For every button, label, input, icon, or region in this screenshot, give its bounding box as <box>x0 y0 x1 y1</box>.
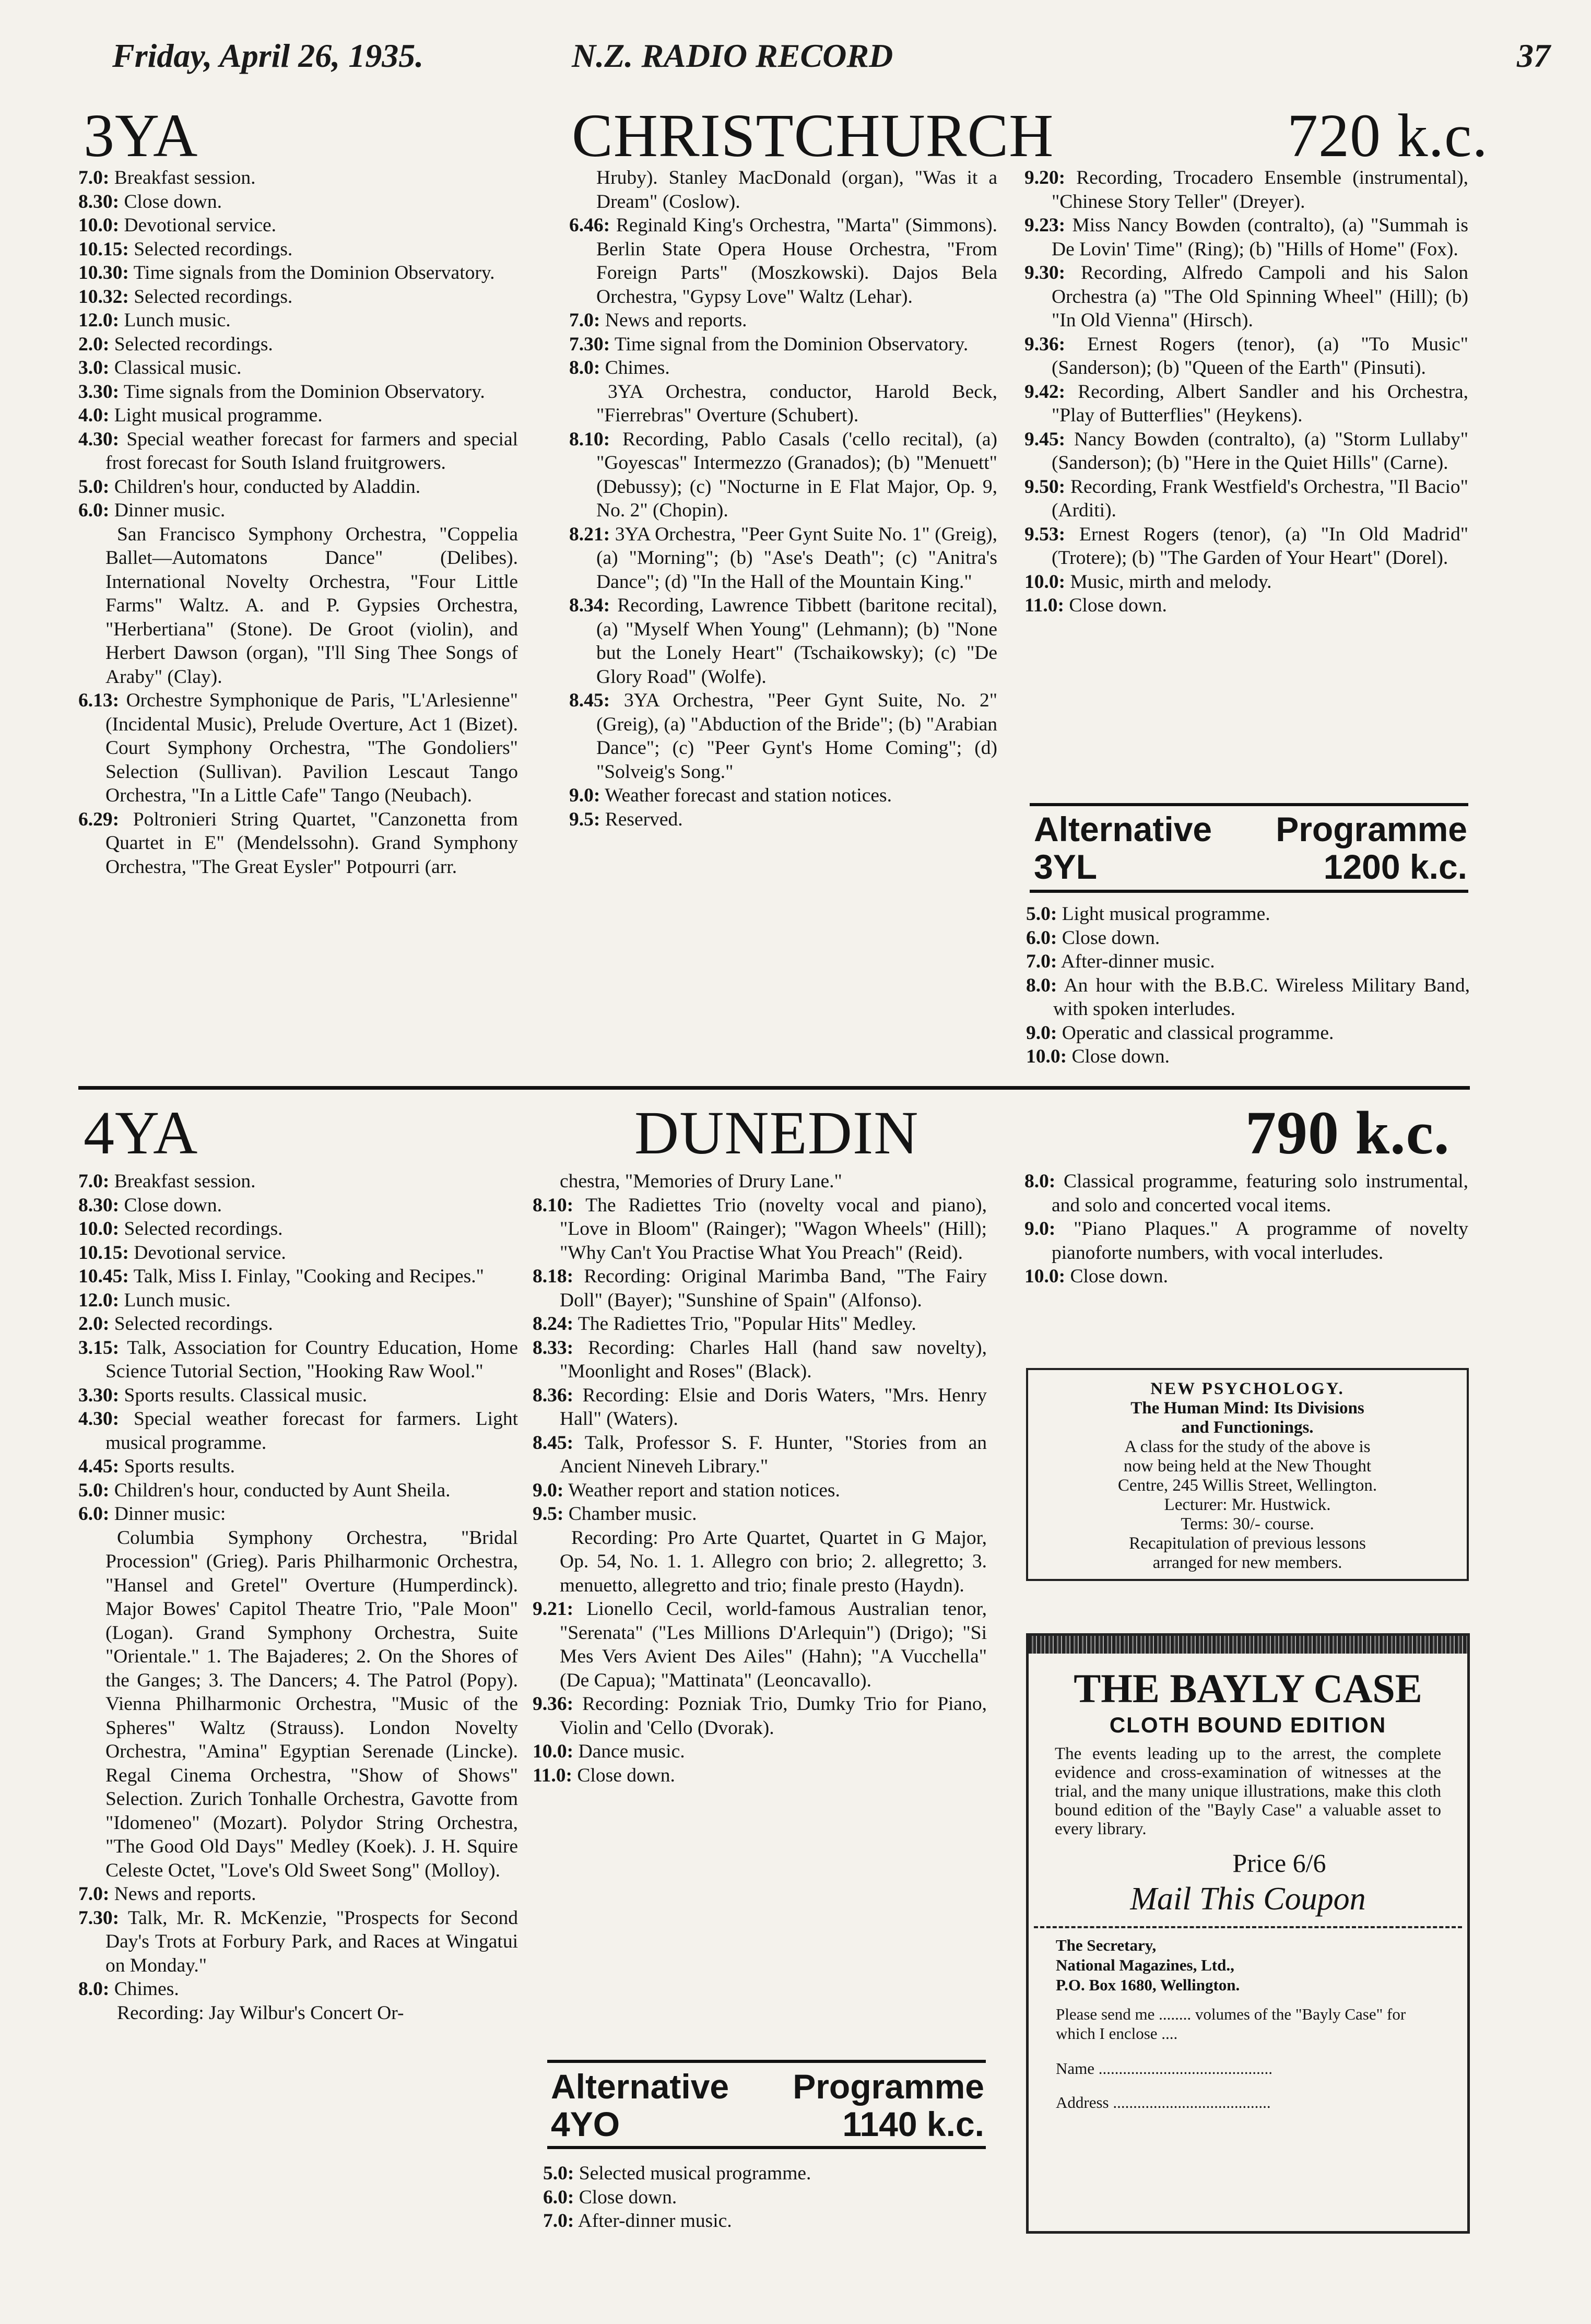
entry-text: Recording: Pro Arte Quartet, Quartet in G Major, Op. 54, No. 1. 1. Allegro con brio; 2. allegretto; 3. menuetto, allegretto and trio; finale presto (Haydn). <box>560 1527 987 1596</box>
dunedin-column-2 <box>533 1170 987 1787</box>
bayly-subtitle: CLOTH BOUND EDITION <box>1109 1713 1387 1737</box>
schedule-entry <box>78 1289 518 1313</box>
rule-4yo-bottom <box>547 2146 986 2149</box>
entry-text: Weather forecast and station notices. <box>605 785 892 806</box>
frequency-790: 790 k.c. <box>1245 1099 1450 1167</box>
schedule-entry <box>533 1170 987 1194</box>
entry-text: "Piano Plaques." A programme of novelty pianoforte numbers, with vocal interludes. <box>1052 1218 1468 1264</box>
schedule-entry <box>1024 428 1468 475</box>
schedule-entry <box>78 1502 518 1526</box>
schedule-entry <box>569 523 997 594</box>
entry-time: 4.30: <box>78 428 120 450</box>
entry-time: 7.30: <box>78 1907 120 1929</box>
entry-text: Close down. <box>124 191 222 213</box>
schedule-entry <box>78 428 518 475</box>
entry-time: 9.20: <box>1024 167 1066 188</box>
entry-text: Recording, Frank Westfield's Orchestra, "Il Bacio" (Arditi). <box>1052 476 1468 521</box>
coupon-address-line: National Magazines, Ltd., <box>1056 1956 1234 1974</box>
schedule-entry <box>533 1597 987 1692</box>
entry-text: Columbia Symphony Orchestra, "Bridal Procession" (Grieg). Paris Philharmonic Orchestra, "Hansel and Gretel" Overture (Humperdinck). Major Bowes' Capitol Theatre Trio, "Pale Moon" (Logan). Grand Symphony Orchestra, Suite "Orientale." 1. The Bajaderes; 2. On the Shores of the Ganges; 3. The Dancers; 4. The Patrol (Popy). Vienna Philharmonic Orchestra, "Music of the Spheres" Waltz (Strauss). London Novelty Orchestra, "Amina" Egyptian Serenade (Lincke). Regal Cinema Orchestra, "Show of Shows" Selection. Zurich Tonhalle Orchestra, Gavotte from "Idomeneo" (Mozart). Polydor String Orchestra, "The Good Old Days" Medley (Koek). J. H. Squire Celeste Octet, "Love's Old Sweet Song" (Molloy). <box>105 1527 518 1881</box>
entry-time: 6.46: <box>569 215 610 236</box>
entry-time: 12.0: <box>78 310 120 331</box>
entry-time: 6.29: <box>78 808 120 830</box>
entry-text: Chimes. <box>605 357 670 379</box>
schedule-entry <box>78 808 518 879</box>
entry-time: 9.45: <box>1024 428 1066 450</box>
schedule-entry <box>78 333 518 357</box>
schedule-entry <box>78 499 518 523</box>
schedule-entry <box>78 1882 518 1906</box>
entry-time: 9.5: <box>533 1503 564 1525</box>
entry-time: 3.30: <box>78 381 120 403</box>
entry-text: Devotional service. <box>124 215 277 236</box>
schedule-entry <box>78 1455 518 1479</box>
entry-time: 8.0: <box>1024 1171 1056 1192</box>
schedule-entry <box>78 1265 518 1289</box>
entry-text: Close down. <box>579 2186 677 2208</box>
ad-line: Lecturer: Mr. Hustwick. <box>1164 1495 1331 1514</box>
ad-line: The Human Mind: Its Divisions <box>1130 1399 1364 1418</box>
schedule-entry <box>78 356 518 380</box>
alternative-box-3yl <box>1034 810 1467 886</box>
schedule-entry <box>1024 380 1468 428</box>
schedule-entry <box>533 1336 987 1384</box>
schedule-entry <box>78 190 518 214</box>
entry-text: Poltronieri String Quartet, "Canzonetta from Quartet in E" (Mendelssohn). Grand Symphony Orchestra, "The Great Eysler" Potpourri (arr. <box>105 808 518 878</box>
schedule-entry <box>78 1312 518 1336</box>
schedule-entry <box>543 2162 987 2186</box>
schedule-entry <box>1024 214 1468 261</box>
entry-text: Sports results. <box>124 1456 235 1477</box>
schedule-entry <box>78 1336 518 1384</box>
schedule-entry <box>78 166 518 190</box>
entry-text: Recording: Charles Hall (hand saw novelty), "Moonlight and Roses" (Black). <box>560 1337 987 1382</box>
entry-text: An hour with the B.B.C. Wireless Military Band, with spoken interludes. <box>1053 974 1470 1020</box>
entry-text: Breakfast session. <box>114 167 256 188</box>
entry-text: Reginald King's Orchestra, "Marta" (Simmons). Berlin State Opera House Orchestra, "From Foreign Parts" (Moszkowski). Dajos Bela Orchestra, "Gypsy Love" Waltz (Lehar). <box>596 215 998 308</box>
frequency-720: 720 k.c. <box>1287 101 1488 170</box>
schedule-entry <box>78 380 518 404</box>
city-dunedin: DUNEDIN <box>634 1099 919 1167</box>
entry-text: Selected recordings. <box>134 238 293 260</box>
entry-time: 10.30: <box>78 262 129 284</box>
bayly-title: THE BAYLY CASE <box>1074 1666 1422 1711</box>
bayly-cta: Mail This Coupon <box>1130 1881 1366 1917</box>
schedule-entry <box>1026 950 1470 974</box>
christchurch-column-2 <box>569 166 997 831</box>
schedule-entry <box>78 689 518 808</box>
schedule-entry <box>569 214 997 309</box>
entry-text: 3YA Orchestra, "Peer Gynt Suite, No. 2" (Greig), (a) "Abduction of the Bride"; (b) "Arabian Dance"; (c) "Peer Gynt's Home Coming"; (d) "Solveig's Song." <box>596 690 998 783</box>
schedule-entry <box>533 1312 987 1336</box>
entry-time: 9.0: <box>533 1479 564 1501</box>
bayly-body: The events leading up to the arrest, the complete evidence and cross-examination of witnesses at the trial, and the many unique illustrations, make this cloth bound edition of the "Bayly Case" a valuable asset to every library. <box>1055 1744 1441 1838</box>
schedule-entry <box>78 238 518 262</box>
schedule-entry <box>533 1431 987 1479</box>
entry-text: News and reports. <box>114 1883 256 1905</box>
entry-time: 12.0: <box>78 1289 120 1311</box>
christchurch-column-1 <box>78 166 518 879</box>
entry-time: 3.15: <box>78 1337 120 1359</box>
entry-time: 4.45: <box>78 1456 120 1477</box>
entry-time: 3.30: <box>78 1384 120 1406</box>
entry-text: The Radiettes Trio, "Popular Hits" Medley. <box>578 1313 916 1335</box>
schedule-entry <box>1024 166 1468 214</box>
entry-text: Recording, Trocadero Ensemble (instrumental), "Chinese Story Teller" (Dreyer). <box>1052 167 1469 213</box>
entry-text: Close down. <box>1062 927 1160 949</box>
bayly-case-advert <box>1026 1633 1470 2234</box>
schedule-entry <box>78 404 518 428</box>
schedule-entry <box>78 214 518 238</box>
schedule-entry <box>533 1740 987 1764</box>
schedule-entry <box>1024 475 1468 523</box>
entry-time: 6.0: <box>78 1503 110 1525</box>
entry-time: 9.0: <box>1026 1022 1057 1044</box>
coupon-send-line: Please send me ........ volumes of the "Bayly Case" for which I enclose .... <box>1056 2005 1406 2043</box>
coupon-name-field[interactable]: Name ........................................... <box>1056 2059 1273 2078</box>
entry-text: Reserved. <box>605 808 683 830</box>
schedule-entry <box>78 475 518 499</box>
entry-text: Miss Nancy Bowden (contralto), (a) "Summah is De Lovin' Time" (Ring); (b) "Hills of Home" (Fox). <box>1052 215 1469 260</box>
entry-time: 4.30: <box>78 1408 120 1430</box>
station-call-3ya: 3YA <box>84 101 198 170</box>
entry-time: 8.33: <box>533 1337 574 1359</box>
alt-frequency-4yo: 1140 k.c. <box>842 2105 984 2143</box>
schedule-entry <box>569 784 997 808</box>
schedule-entry <box>78 261 518 285</box>
entry-time: 8.34: <box>569 595 610 616</box>
entry-time: 9.36: <box>1024 333 1066 355</box>
entry-time: 9.36: <box>533 1693 574 1715</box>
schedule-entry <box>533 1764 987 1788</box>
alternative-3yl-items <box>1026 902 1470 1069</box>
entry-time: 6.13: <box>78 690 120 711</box>
entry-time: 8.0: <box>1026 974 1057 996</box>
entry-text: Special weather forecast for farmers and special frost forecast for South Island fruitgrowers. <box>105 428 518 474</box>
entry-time: 7.0: <box>78 1171 110 1192</box>
entry-time: 10.45: <box>78 1266 129 1287</box>
ad-heading: NEW PSYCHOLOGY. <box>1150 1379 1345 1398</box>
entry-time: 7.0: <box>78 167 110 188</box>
entry-time: 8.24: <box>533 1313 574 1335</box>
dunedin-column-1 <box>78 1170 518 2025</box>
schedule-entry <box>78 309 518 333</box>
entry-time: 11.0: <box>533 1764 573 1786</box>
entry-text: Talk, Mr. R. McKenzie, "Prospects for Second Day's Trots at Forbury Park, and Races at Wingatui on Monday." <box>105 1907 518 1976</box>
schedule-entry <box>543 2186 987 2210</box>
entry-time: 11.0: <box>1024 595 1065 616</box>
christchurch-column-3 <box>1024 166 1468 618</box>
entry-text: Special weather forecast for farmers. Light musical programme. <box>105 1408 518 1454</box>
schedule-entry <box>78 1906 518 1978</box>
entry-text: Light musical programme. <box>114 405 323 426</box>
entry-text: Close down. <box>1071 1046 1170 1067</box>
schedule-entry <box>78 1170 518 1194</box>
schedule-entry <box>1024 1170 1468 1217</box>
entry-time: 8.45: <box>569 690 610 711</box>
entry-text: Dinner music. <box>114 500 226 521</box>
schedule-entry <box>78 1407 518 1455</box>
section-divider <box>78 1086 1470 1090</box>
schedule-entry <box>569 380 997 428</box>
entry-time: 8.36: <box>533 1384 574 1406</box>
entry-time: 3.0: <box>78 357 110 379</box>
alt-station-4yo: 4YO <box>551 2105 620 2143</box>
entry-text: Talk, Miss I. Finlay, "Cooking and Recipes." <box>133 1266 484 1287</box>
entry-text: The Radiettes Trio (novelty vocal and piano), "Love in Bloom" (Rainger); "Wagon Wheels" (Hill); "Why Can't You Practise What You Preach" (Reid). <box>560 1194 987 1264</box>
ad-texture-band <box>1029 1636 1467 1654</box>
entry-text: Time signal from the Dominion Observatory. <box>614 333 969 355</box>
entry-text: Recording: Pozniak Trio, Dumky Trio for Piano, Violin and 'Cello (Dvorak). <box>560 1693 987 1739</box>
entry-text: Close down. <box>577 1764 675 1786</box>
entry-time: 8.30: <box>78 1194 120 1216</box>
schedule-entry <box>1024 523 1468 570</box>
entry-time: 9.50: <box>1024 476 1066 498</box>
entry-text: Dance music. <box>578 1741 685 1762</box>
alt-label: Alternative <box>1034 810 1212 848</box>
entry-time: 5.0: <box>1026 903 1057 925</box>
alt-label-programme: Programme <box>1276 810 1467 848</box>
entry-time: 5.0: <box>78 476 110 498</box>
schedule-entry <box>1024 333 1468 380</box>
entry-text: Ernest Rogers (tenor), (a) "To Music" (Sanderson); (b) "Queen of the Earth" (Pinsuti). <box>1052 333 1468 379</box>
entry-text: chestra, "Memories of Drury Lane." <box>560 1171 842 1192</box>
alt-frequency-3yl: 1200 k.c. <box>1323 847 1467 886</box>
schedule-entry <box>1026 1021 1470 1045</box>
entry-time: 10.0: <box>78 215 120 236</box>
ad-line: Centre, 245 Willis Street, Wellington. <box>1117 1476 1377 1495</box>
entry-time: 9.0: <box>1024 1218 1056 1240</box>
schedule-entry <box>1026 1045 1470 1069</box>
alt-station-3yl: 3YL <box>1034 847 1098 886</box>
entry-time: 7.30: <box>569 333 610 355</box>
entry-time: 9.0: <box>569 785 600 806</box>
new-psychology-advert <box>1026 1368 1469 1581</box>
city-christchurch: CHRISTCHURCH <box>572 101 1054 170</box>
entry-text: Ernest Rogers (tenor), (a) "In Old Madrid" (Trotere); (b) "The Garden of Your Heart" (Dorel). <box>1052 523 1468 569</box>
schedule-entry <box>569 166 997 214</box>
schedule-entry <box>1026 926 1470 950</box>
schedule-entry <box>533 1194 987 1265</box>
entry-text: Selected recordings. <box>114 333 273 355</box>
entry-text: 3YA Orchestra, "Peer Gynt Suite No. 1" (Greig), (a) "Morning"; (b) "Ase's Death"; (c) "Anitra's Dance"; (d) "In the Hall of the Mountain King." <box>596 523 998 593</box>
entry-text: Children's hour, conducted by Aladdin. <box>114 476 421 498</box>
entry-text: Lunch music. <box>124 310 231 331</box>
entry-time: 10.32: <box>78 286 129 308</box>
entry-text: 3YA Orchestra, conductor, Harold Beck, "Fierrebras" Overture (Schubert). <box>596 381 997 426</box>
schedule-entry <box>78 285 518 309</box>
entry-text: Recording, Pablo Casals ('cello recital), (a) "Goyescas" Intermezzo (Granados); (b) "Menuett" (Debussy); (c) "Nocturne in E Flat Major, Op. 9, No. 2" (Chopin). <box>596 428 998 521</box>
schedule-entry <box>533 1502 987 1526</box>
entry-text: Classical programme, featuring solo instrumental, and solo and concerted vocal items. <box>1052 1171 1469 1216</box>
schedule-entry <box>1024 1265 1468 1289</box>
entry-time: 10.0: <box>1026 1046 1067 1067</box>
ad-line: A class for the study of the above is <box>1124 1437 1371 1456</box>
entry-text: Talk, Association for Country Education, Home Science Tutorial Section, "Hooking Raw Wool." <box>105 1337 518 1382</box>
entry-text: Time signals from the Dominion Observatory. <box>133 262 495 284</box>
entry-time: 10.15: <box>78 1242 129 1264</box>
entry-time: 10.0: <box>78 1218 120 1240</box>
entry-text: Chamber music. <box>568 1503 697 1525</box>
schedule-entry <box>1026 974 1470 1021</box>
schedule-entry <box>78 1526 518 1883</box>
schedule-entry <box>533 1265 987 1312</box>
schedule-entry <box>78 1217 518 1241</box>
entry-time: 8.0: <box>78 1978 110 2000</box>
entry-text: Chimes. <box>114 1978 179 2000</box>
entry-text: Devotional service. <box>134 1242 286 1264</box>
entry-time: 5.0: <box>543 2163 574 2184</box>
entry-text: Dinner music: <box>114 1503 226 1525</box>
entry-time: 8.30: <box>78 191 120 213</box>
entry-text: Lunch music. <box>124 1289 231 1311</box>
schedule-entry <box>1024 594 1468 618</box>
schedule-entry <box>78 1977 518 2001</box>
entry-time: 5.0: <box>78 1479 110 1501</box>
entry-text: Close down. <box>124 1194 222 1216</box>
schedule-entry <box>569 428 997 523</box>
schedule-entry <box>569 333 997 357</box>
entry-text: Recording, Lawrence Tibbett (baritone recital), (a) "Myself When Young" (Lehmann); (b) "None but the Lonely Heart" (Tschaikowsky); (c) "De Glory Road" (Wolfe). <box>596 595 998 688</box>
entry-text: Talk, Professor S. F. Hunter, "Stories from an Ancient Nineveh Library." <box>560 1432 987 1477</box>
schedule-entry <box>533 1384 987 1431</box>
alt-label: Alternative <box>551 2067 729 2106</box>
schedule-entry <box>78 1194 518 1218</box>
entry-time: 8.45: <box>533 1432 574 1454</box>
entry-text: Close down. <box>1069 595 1167 616</box>
schedule-entry <box>543 2209 987 2233</box>
coupon-address-line: The Secretary, <box>1056 1936 1157 1954</box>
entry-time: 9.53: <box>1024 523 1066 545</box>
entry-time: 6.0: <box>543 2186 574 2208</box>
schedule-entry <box>1024 1217 1468 1265</box>
running-head-date: Friday, April 26, 1935. <box>112 37 424 74</box>
entry-text: Hruby). Stanley MacDonald (organ), "Was it a Dream" (Coslow). <box>596 167 997 213</box>
running-head-page-number: 37 <box>1517 37 1550 74</box>
schedule-entry <box>1026 902 1470 926</box>
entry-text: Children's hour, conducted by Aunt Sheila. <box>114 1479 451 1501</box>
entry-time: 7.0: <box>78 1883 110 1905</box>
entry-time: 9.5: <box>569 808 600 830</box>
alternative-4yo-items <box>543 2162 987 2233</box>
entry-text: San Francisco Symphony Orchestra, "Coppelia Ballet—Automatons Dance" (Delibes). International Novelty Orchestra, "Four Little Farms" Waltz. A. and P. Gypsies Orchestra, "Herbertiana" (Stone). De Groot (violin), and Herbert Dawson (organ), "I'll Sing Thee Songs of Araby" (Clay). <box>105 523 518 688</box>
ad-line: now being held at the New Thought <box>1123 1457 1372 1476</box>
entry-text: Classical music. <box>114 357 242 379</box>
bayly-price: Price 6/6 <box>1232 1848 1326 1878</box>
entry-time: 7.0: <box>543 2210 574 2232</box>
entry-text: Lionello Cecil, world-famous Australian tenor, "Serenata" ("Les Millions D'Arlequin") (Drigo); "Si Mes Vers Avient Des Ailes" (Hahn); "A Vucchella" (De Capua); "Mattinata" (Leoncavallo). <box>560 1598 987 1691</box>
entry-time: 9.42: <box>1024 381 1066 403</box>
entry-time: 2.0: <box>78 1313 110 1335</box>
schedule-entry <box>569 808 997 832</box>
entry-text: Music, mirth and melody. <box>1070 571 1272 593</box>
entry-time: 9.30: <box>1024 262 1066 284</box>
entry-time: 9.21: <box>533 1598 574 1620</box>
schedule-entry <box>569 309 997 333</box>
running-head-paper: N.Z. RADIO RECORD <box>572 37 893 74</box>
rule-4yo-top <box>547 2060 986 2063</box>
entry-text: After-dinner music. <box>578 2210 732 2232</box>
entry-text: Nancy Bowden (contralto), (a) "Storm Lullaby" (Sanderson); (b) "Here in the Quiet Hills" (Carne). <box>1052 428 1469 474</box>
schedule-entry <box>78 1479 518 1503</box>
schedule-entry <box>569 356 997 380</box>
alternative-box-4yo <box>551 2068 984 2143</box>
coupon-address-line: P.O. Box 1680, Wellington. <box>1056 1976 1240 1994</box>
station-call-4ya: 4YA <box>84 1099 198 1167</box>
entry-text: News and reports. <box>605 310 747 331</box>
entry-time: 6.0: <box>1026 927 1057 949</box>
entry-text: Operatic and classical programme. <box>1062 1022 1334 1044</box>
entry-text: Recording: Original Marimba Band, "The Fairy Doll" (Bayer); "Sunshine of Spain" (Alfonso). <box>560 1266 987 1311</box>
entry-text: Orchestre Symphonique de Paris, "L'Arlesienne" (Incidental Music), Prelude Overture, Act 1 (Bizet). Court Symphony Orchestra, "The Gondoliers" Selection (Sullivan). Pavilion Lescaut Tango Orchestra, "In a Little Cafe" Tango (Neubach). <box>105 690 518 806</box>
entry-time: 8.21: <box>569 523 610 545</box>
rule-3yl-bottom <box>1030 890 1468 893</box>
entry-time: 10.0: <box>533 1741 574 1762</box>
entry-text: Recording, Albert Sandler and his Orchestra, "Play of Butterflies" (Heykens). <box>1052 381 1469 426</box>
entry-text: Recording: Jay Wilbur's Concert Or- <box>117 2002 404 2024</box>
entry-text: Selected recordings. <box>124 1218 283 1240</box>
schedule-entry <box>78 1241 518 1265</box>
entry-text: Recording, Alfredo Campoli and his Salon Orchestra (a) "The Old Spinning Wheel" (Hill); (b) "In Old Vienna" (Hirsch). <box>1052 262 1468 331</box>
entry-text: Selected recordings. <box>134 286 293 308</box>
schedule-entry <box>1024 570 1468 594</box>
schedule-entry <box>533 1526 987 1598</box>
entry-time: 4.0: <box>78 405 110 426</box>
entry-time: 10.0: <box>1024 1266 1066 1287</box>
entry-text: Weather report and station notices. <box>568 1479 840 1501</box>
entry-time: 8.18: <box>533 1266 574 1287</box>
entry-time: 10.0: <box>1024 571 1066 593</box>
entry-text: Close down. <box>1070 1266 1168 1287</box>
alt-label-programme: Programme <box>793 2067 984 2106</box>
schedule-entry <box>78 523 518 689</box>
schedule-entry <box>533 1479 987 1503</box>
ad-line: and Functionings. <box>1181 1418 1314 1437</box>
schedule-entry <box>569 689 997 784</box>
schedule-entry <box>533 1692 987 1740</box>
entry-time: 8.0: <box>569 357 600 379</box>
entry-time: 8.10: <box>533 1194 574 1216</box>
schedule-entry <box>1024 261 1468 333</box>
schedule-entry <box>78 2001 518 2025</box>
ad-line: Recapitulation of previous lessons <box>1129 1534 1366 1553</box>
entry-time: 10.15: <box>78 238 129 260</box>
rule-3yl-top <box>1030 803 1468 806</box>
entry-time: 7.0: <box>1026 951 1057 972</box>
coupon-address-field[interactable]: Address ....................................... <box>1056 2093 1271 2111</box>
ad-line: arranged for new members. <box>1152 1553 1342 1572</box>
entry-time: 9.23: <box>1024 215 1066 236</box>
entry-text: Time signals from the Dominion Observatory. <box>123 381 485 403</box>
entry-text: Selected musical programme. <box>579 2163 811 2184</box>
entry-text: After-dinner music. <box>1060 951 1215 972</box>
entry-text: Sports results. Classical music. <box>124 1384 368 1406</box>
entry-time: 7.0: <box>569 310 600 331</box>
entry-time: 8.10: <box>569 428 610 450</box>
entry-text: Breakfast session. <box>114 1171 256 1192</box>
entry-text: Selected recordings. <box>114 1313 273 1335</box>
entry-text: Recording: Elsie and Doris Waters, "Mrs. Henry Hall" (Waters). <box>560 1384 987 1430</box>
schedule-entry <box>78 1384 518 1408</box>
dunedin-column-3 <box>1024 1170 1468 1289</box>
schedule-entry <box>569 594 997 689</box>
ad-line: Terms: 30/- course. <box>1181 1515 1314 1533</box>
entry-time: 6.0: <box>78 500 110 521</box>
entry-text: Light musical programme. <box>1062 903 1270 925</box>
entry-time: 2.0: <box>78 333 110 355</box>
